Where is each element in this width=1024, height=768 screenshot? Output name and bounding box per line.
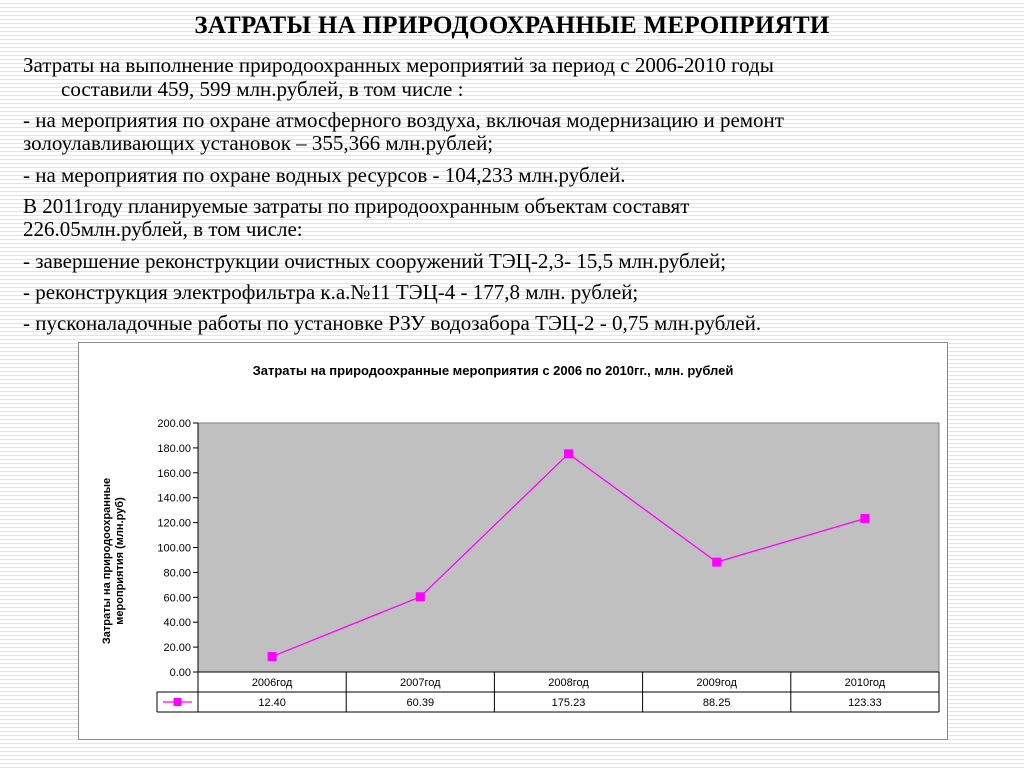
- data-point: [713, 558, 721, 566]
- y-axis-label-line-2: мероприятия (млн.руб): [114, 497, 126, 625]
- data-point: [416, 593, 424, 601]
- y-axis-label-line-1: Затраты на природоохранные: [101, 477, 113, 645]
- y-tick-label: 200.00: [157, 418, 191, 430]
- plan-2011-line-2: 226.05млн.рублей, в том числе:: [23, 217, 303, 241]
- data-point: [861, 514, 869, 522]
- y-tick-label: 60.00: [163, 592, 191, 605]
- costs-total-line-2: составили 459, 599 млн.рублей, в том числе :: [61, 77, 464, 101]
- water-protection-line: - на мероприятия по охране водных ресурсов - 104,233 млн.рублей.: [23, 163, 626, 187]
- x-category-label: 2007год: [400, 677, 441, 689]
- y-tick-label: 120.00: [157, 517, 191, 530]
- chart-title: Затраты на природоохранные мероприятия с 2006 по 2010гг., млн. рублей: [252, 363, 734, 378]
- legend-key-marker: [174, 699, 181, 706]
- y-tick-label: 20.00: [163, 642, 191, 655]
- plan-2011-line-1: В 2011году планируемые затраты по природоохранным объектам составят: [23, 194, 690, 218]
- air-protection-line-1: - на мероприятия по охране атмосферного воздуха, включая модернизацию и ремонт: [23, 108, 784, 132]
- y-axis-label: [101, 478, 126, 644]
- x-category-label: 2006год: [251, 677, 293, 689]
- y-tick-label: 40.00: [163, 617, 191, 630]
- costs-total-line-1: Затраты на выполнение природоохранных мероприятий за период с 2006-2010 годы: [23, 53, 774, 77]
- y-tick-label: 100.00: [157, 542, 191, 555]
- y-tick-label: 80.00: [163, 567, 191, 580]
- y-tick-label: 0.00: [169, 667, 191, 679]
- y-tick-label: 140.00: [157, 492, 191, 505]
- plan-item-treatment-line: - завершение реконструкции очистных сооружений ТЭЦ-2,3- 15,5 млн.рублей;: [23, 249, 727, 273]
- plot-area: [198, 423, 939, 672]
- data-table-value: 88.25: [702, 697, 731, 709]
- slide-title: ЗАТРАТЫ НА ПРИРОДООХРАННЫЕ МЕРОПРИЯТИ: [194, 12, 830, 39]
- data-table-value: 123.33: [848, 697, 882, 709]
- data-point: [565, 450, 573, 458]
- chart-frame: [78, 342, 948, 740]
- y-tick-label: 180.00: [157, 442, 191, 455]
- data-table-value: 175.23: [551, 697, 586, 709]
- y-tick-label: 160.00: [157, 467, 191, 480]
- x-category-label: 2008год: [548, 677, 589, 689]
- air-protection-line-2: золоулавливающих установок – 355,366 млн.рублей;: [23, 131, 494, 155]
- x-category-label: 2010год: [844, 677, 886, 689]
- data-table-value: 60.39: [406, 697, 435, 709]
- plan-item-filter-line: - реконструкция электрофильтра к.а.№11 ТЭЦ-4 - 177,8 млн. рублей;: [23, 280, 639, 304]
- line-chart: [79, 343, 947, 739]
- plan-item-rzu-line: - пусконаладочные работы по установке РЗУ водозабора ТЭЦ-2 - 0,75 млн.рублей.: [23, 311, 762, 335]
- data-table-value: 12.40: [258, 697, 286, 709]
- data-point: [268, 653, 276, 661]
- x-category-label: 2009год: [696, 677, 737, 689]
